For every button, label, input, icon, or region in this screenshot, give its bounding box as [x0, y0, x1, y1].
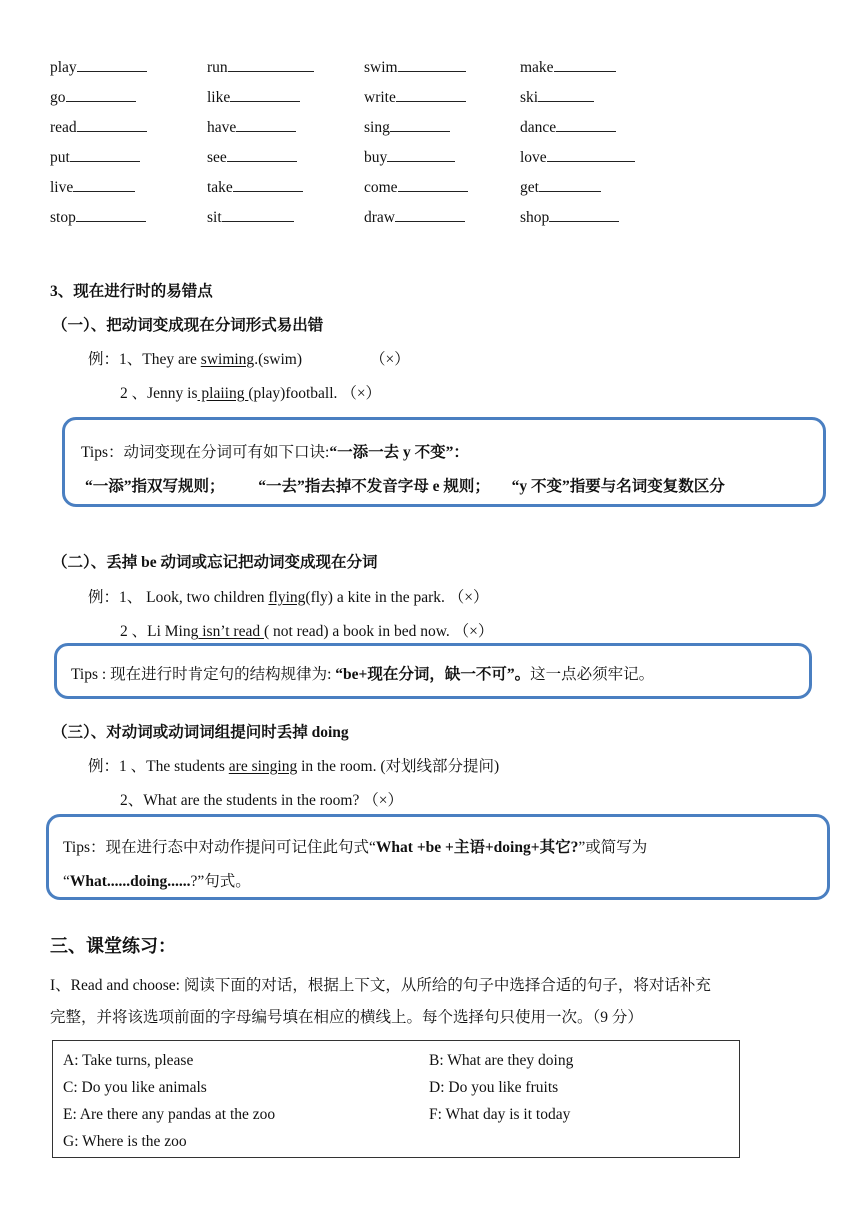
- verb-word: have: [207, 119, 237, 136]
- tip-bold: “一添一去 y 不变”：: [329, 444, 469, 461]
- answer-blank[interactable]: [228, 59, 314, 72]
- option-b: B: What are they doing: [429, 1052, 574, 1069]
- example-text: (fly) a kite in the park.: [305, 589, 445, 606]
- underlined-phrase: are singing: [228, 758, 298, 775]
- verb-item-play: [50, 59, 147, 77]
- option-e: E: Are there any pandas at the zoo: [63, 1106, 276, 1123]
- verb-word: read: [50, 119, 77, 136]
- verb-item-sit: [207, 209, 294, 227]
- example-text: ( not read) a book in bed now.: [263, 623, 450, 640]
- verb-item-swim: [364, 59, 466, 77]
- choices-box: [52, 1040, 740, 1158]
- part-3-example-1: [88, 754, 499, 776]
- verb-word: shop: [520, 209, 550, 226]
- verb-word: love: [520, 149, 547, 166]
- verb-word: sit: [207, 209, 222, 226]
- example-text: 例：1、 Look, two children: [88, 589, 269, 606]
- example-text: 例：1、They are: [88, 351, 201, 368]
- verb-word: ski: [520, 89, 539, 106]
- answer-blank[interactable]: [77, 119, 147, 132]
- tip-text: Tips：现在进行态中对动作提问可记住此句式“: [63, 839, 376, 856]
- example-text: in the room. (对划线部分提问): [297, 758, 500, 775]
- verb-item-live: [50, 179, 135, 197]
- answer-blank[interactable]: [539, 179, 601, 192]
- verb-item-dance: [520, 119, 616, 137]
- verb-item-write: [364, 89, 466, 107]
- answer-blank[interactable]: [556, 119, 616, 132]
- verb-item-have: [207, 119, 296, 137]
- option-f: F: What day is it today: [429, 1106, 571, 1123]
- part-1-example-2: [120, 381, 381, 403]
- verb-word: dance: [520, 119, 557, 136]
- verb-item-sing: [364, 119, 450, 137]
- answer-blank[interactable]: [76, 209, 146, 222]
- wrong-mark: （×）: [453, 623, 494, 640]
- option-c: C: Do you like animals: [63, 1079, 207, 1096]
- verb-item-get: [520, 179, 601, 197]
- example-text: 2、What are the students in the room?: [120, 792, 360, 809]
- verb-item-stop: [50, 209, 146, 227]
- tip-box-3: [46, 814, 830, 900]
- verb-item-ski: [520, 89, 594, 107]
- verb-item-go: [50, 89, 136, 107]
- part-2-example-2: [120, 619, 493, 641]
- verb-word: swim: [364, 59, 398, 76]
- verb-word: put: [50, 149, 70, 166]
- tip-3-line-1: [63, 835, 647, 857]
- answer-blank[interactable]: [396, 89, 466, 102]
- verb-word: buy: [364, 149, 388, 166]
- answer-blank[interactable]: [70, 149, 140, 162]
- answer-blank[interactable]: [398, 179, 468, 192]
- answer-blank[interactable]: [222, 209, 294, 222]
- practice-heading: 三、课堂练习：: [50, 936, 176, 957]
- example-text: 2 、Jenny is: [120, 385, 198, 402]
- option-g: G: Where is the zoo: [63, 1133, 187, 1150]
- tip-bold: What......doing......: [69, 873, 191, 890]
- answer-blank[interactable]: [236, 119, 296, 132]
- verb-item-love: [520, 149, 635, 167]
- verb-word: stop: [50, 209, 76, 226]
- example-text: 2 、Li Ming: [120, 623, 199, 640]
- verb-word: take: [207, 179, 233, 196]
- tip-bold: “y 不变”指要与名词变复数区分: [511, 478, 725, 495]
- verb-item-make: [520, 59, 616, 77]
- wrong-form: plaiing: [197, 385, 249, 402]
- practice-instructions-line-2: 完整，并将该选项前面的字母编号填在相应的横线上。每个选择句只使用一次。（9 分）: [50, 1009, 643, 1026]
- answer-blank[interactable]: [66, 89, 136, 102]
- part-3-title: （三）、对动词或动词词组提问时丢掉 doing: [52, 724, 349, 741]
- option-d: D: Do you like fruits: [429, 1079, 559, 1096]
- answer-blank[interactable]: [233, 179, 303, 192]
- example-text: 例：1 、The students: [88, 758, 229, 775]
- tip-bold: “一添”指双写规则；: [85, 478, 225, 495]
- example-text: .(swim): [254, 351, 302, 368]
- tip-text: ”或简写为: [578, 839, 648, 856]
- tip-bold: “be+现在分词，缺一不可”。: [335, 666, 531, 683]
- wrong-form: flying: [268, 589, 306, 606]
- verb-word: write: [364, 89, 396, 106]
- wrong-mark: （×）: [341, 385, 382, 402]
- part-1-title: （一）、把动词变成现在分词形式易出错: [52, 317, 324, 334]
- verb-item-come: [364, 179, 468, 197]
- answer-blank[interactable]: [77, 59, 147, 72]
- answer-blank[interactable]: [554, 59, 616, 72]
- tip-1-line-1: [81, 440, 469, 462]
- verb-word: go: [50, 89, 66, 106]
- tip-text: ?”句式。: [190, 873, 251, 890]
- verb-item-see: [207, 149, 297, 167]
- tip-box-1: [62, 417, 826, 507]
- verb-item-draw: [364, 209, 465, 227]
- tip-text: Tips : 现在进行时肯定句的结构规律为:: [71, 666, 336, 683]
- wrong-mark: （×）: [363, 792, 403, 809]
- section-3-title: 3、现在进行时的易错点: [50, 283, 213, 300]
- answer-blank[interactable]: [227, 149, 297, 162]
- part-2-example-1: [88, 585, 489, 607]
- option-a: A: Take turns, please: [63, 1052, 194, 1069]
- wrong-form: swiming: [200, 351, 255, 368]
- verb-item-buy: [364, 149, 455, 167]
- verb-word: get: [520, 179, 539, 196]
- tip-bold: “一去”指去掉不发音字母 e 规则；: [258, 478, 490, 495]
- verb-item-like: [207, 89, 300, 107]
- verb-word: draw: [364, 209, 395, 226]
- answer-blank[interactable]: [390, 119, 450, 132]
- tip-3-line-2: [63, 869, 251, 891]
- wrong-form: isn’t read: [198, 623, 264, 640]
- part-3-example-2: [120, 788, 403, 810]
- part-2-title: （二）、丢掉 be 动词或忘记把动词变成现在分词: [52, 554, 378, 571]
- tip-text: 这一点必须牢记。: [530, 666, 655, 683]
- example-text: (play)football.: [248, 385, 338, 402]
- answer-blank[interactable]: [395, 209, 465, 222]
- verb-item-take: [207, 179, 303, 197]
- tip-text: “: [63, 873, 70, 890]
- answer-blank[interactable]: [549, 209, 619, 222]
- verb-word: play: [50, 59, 77, 76]
- tip-text: Tips：动词变现在分词可有如下口诀:: [81, 444, 330, 461]
- verb-word: live: [50, 179, 74, 196]
- verb-item-shop: [520, 209, 619, 227]
- answer-blank[interactable]: [547, 149, 635, 162]
- verb-item-read: [50, 119, 147, 137]
- answer-blank[interactable]: [398, 59, 466, 72]
- tip-2-line: [71, 662, 654, 684]
- wrong-mark: （×）: [448, 589, 489, 606]
- tip-bold: What +be +主语+doing+其它?: [375, 839, 579, 856]
- answer-blank[interactable]: [73, 179, 135, 192]
- verb-item-put: [50, 149, 140, 167]
- tip-box-2: [54, 643, 812, 699]
- wrong-mark: （×）: [370, 351, 410, 368]
- verb-word: make: [520, 59, 554, 76]
- answer-blank[interactable]: [538, 89, 594, 102]
- verb-word: come: [364, 179, 398, 196]
- verb-word: like: [207, 89, 231, 106]
- verb-item-run: [207, 59, 314, 77]
- verb-word: see: [207, 149, 227, 166]
- tip-1-line-2: [85, 474, 725, 496]
- verb-word: sing: [364, 119, 390, 136]
- answer-blank[interactable]: [387, 149, 455, 162]
- part-1-example-1: [88, 347, 302, 369]
- practice-instructions-line-1: I、Read and choose: 阅读下面的对话，根据上下文，从所给的句子中选择合适的句子，将对话补充: [50, 977, 711, 994]
- verb-word: run: [207, 59, 228, 76]
- answer-blank[interactable]: [230, 89, 300, 102]
